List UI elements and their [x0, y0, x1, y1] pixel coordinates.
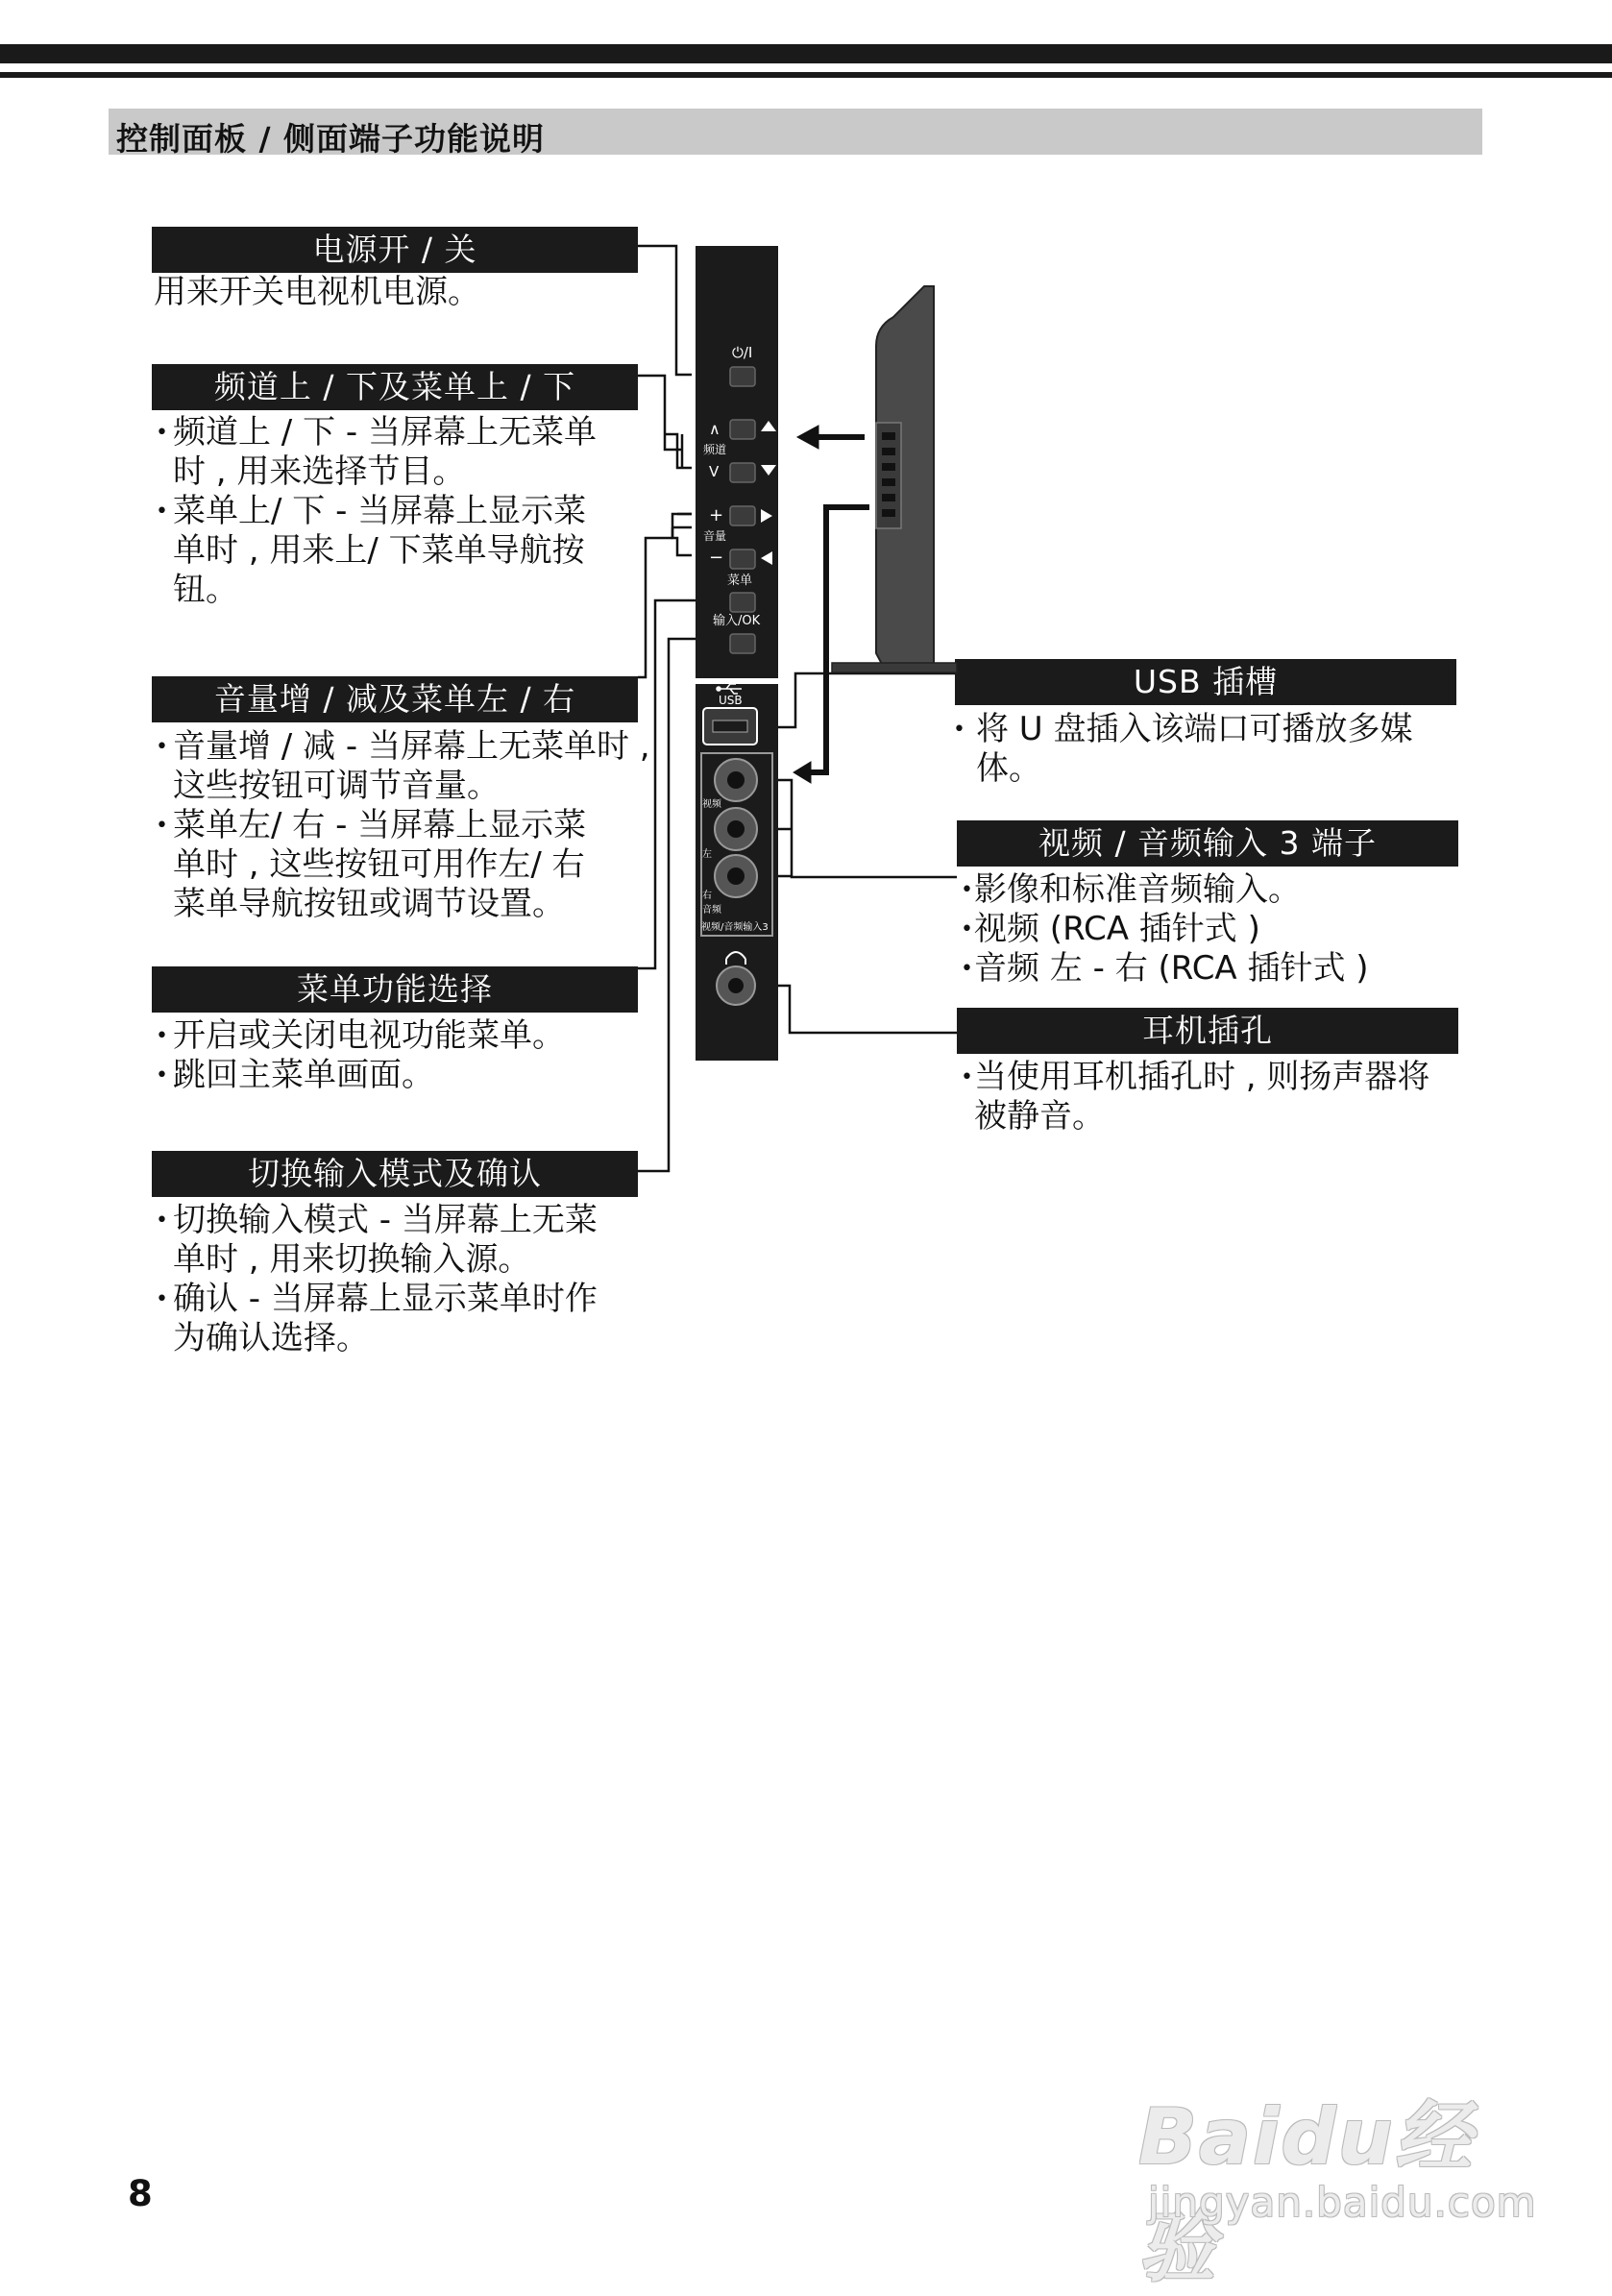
rca-jacks	[715, 759, 757, 897]
description-line: 体。	[976, 749, 1041, 788]
description-line: 钮。	[173, 571, 238, 609]
description-line: 这些按钮可调节音量。	[173, 767, 500, 805]
description-line: • 音频 左 - 右 (RCA 插针式 )	[974, 949, 1369, 988]
description-line: 菜单导航按钮或调节设置。	[173, 885, 565, 923]
usb-heading: USB 插槽	[955, 659, 1456, 705]
audio-label: 音频	[702, 905, 721, 916]
input-label: 输入/OK	[713, 614, 761, 628]
description-line: 为确认选择。	[173, 1319, 369, 1357]
description-line: • 将 U 盘插入该端口可播放多媒	[976, 710, 1413, 748]
description-line: 被静音。	[974, 1097, 1105, 1136]
left-label: 左	[702, 849, 712, 860]
description-line: • 频道上 / 下 - 当屏幕上无菜单	[173, 413, 597, 452]
description-line: • 影像和标准音频输入。	[974, 870, 1301, 909]
vol-up-label: +	[709, 505, 724, 525]
description-line: • 切换输入模式 - 当屏幕上无菜	[173, 1201, 598, 1239]
watermark-brand: Baidu经验	[1138, 2092, 1474, 2292]
description-line: • 开启或关闭电视功能菜单。	[173, 1016, 565, 1055]
description-line: 时 , 用来选择节目。	[173, 452, 466, 491]
description-line: • 视频 (RCA 插针式 )	[974, 910, 1260, 948]
video-label: 视频	[702, 799, 721, 810]
right-label: 右	[702, 891, 712, 901]
description-line: 单时 , 这些按钮可用作左/ 右	[173, 845, 585, 884]
ch-down-label: V	[709, 463, 720, 480]
description-line: 单时 , 用来上/ 下菜单导航按	[173, 531, 585, 570]
vol-down-label: −	[709, 548, 724, 568]
volume-heading: 音量增 / 减及菜单左 / 右	[152, 676, 638, 722]
av3-label: 视频/音频输入3	[701, 922, 769, 933]
watermark	[1138, 2075, 1542, 2292]
tv-side-view	[832, 286, 957, 672]
power-heading: 电源开 / 关	[152, 227, 638, 273]
usb-label: USB	[719, 694, 743, 707]
av-input-heading: 视频 / 音频输入 3 端子	[957, 820, 1458, 867]
watermark-url: jingyan.baidu.com	[1148, 2179, 1537, 2226]
vol-label: 音量	[703, 529, 727, 543]
description-line: • 当使用耳机插孔时 , 则扬声器将	[974, 1058, 1430, 1096]
description-line: 用来开关电视机电源。	[154, 273, 480, 311]
ch-label: 频道	[703, 443, 727, 456]
menu-label: 菜单	[727, 574, 753, 588]
power-label: ⏻/I	[732, 344, 753, 361]
input-heading: 切换输入模式及确认	[152, 1151, 638, 1197]
section-title: 控制面板 / 侧面端子功能说明	[116, 120, 546, 158]
pointer-arrows	[794, 426, 869, 783]
ch-up-label: ∧	[709, 420, 721, 438]
description-line: • 跳回主菜单画面。	[173, 1056, 434, 1094]
channel-heading: 频道上 / 下及菜单上 / 下	[152, 364, 638, 410]
page-number: 8	[128, 2173, 153, 2214]
description-line: • 音量增 / 减 - 当屏幕上无菜单时 ,	[173, 727, 650, 766]
description-line: • 确认 - 当屏幕上显示菜单时作	[173, 1280, 598, 1318]
headphone-heading: 耳机插孔	[957, 1008, 1458, 1054]
description-line: 单时 , 用来切换输入源。	[173, 1240, 531, 1279]
menu-heading: 菜单功能选择	[152, 966, 638, 1013]
description-line: • 菜单上/ 下 - 当屏幕上显示菜	[173, 492, 587, 530]
description-line: • 菜单左/ 右 - 当屏幕上显示菜	[173, 806, 587, 844]
